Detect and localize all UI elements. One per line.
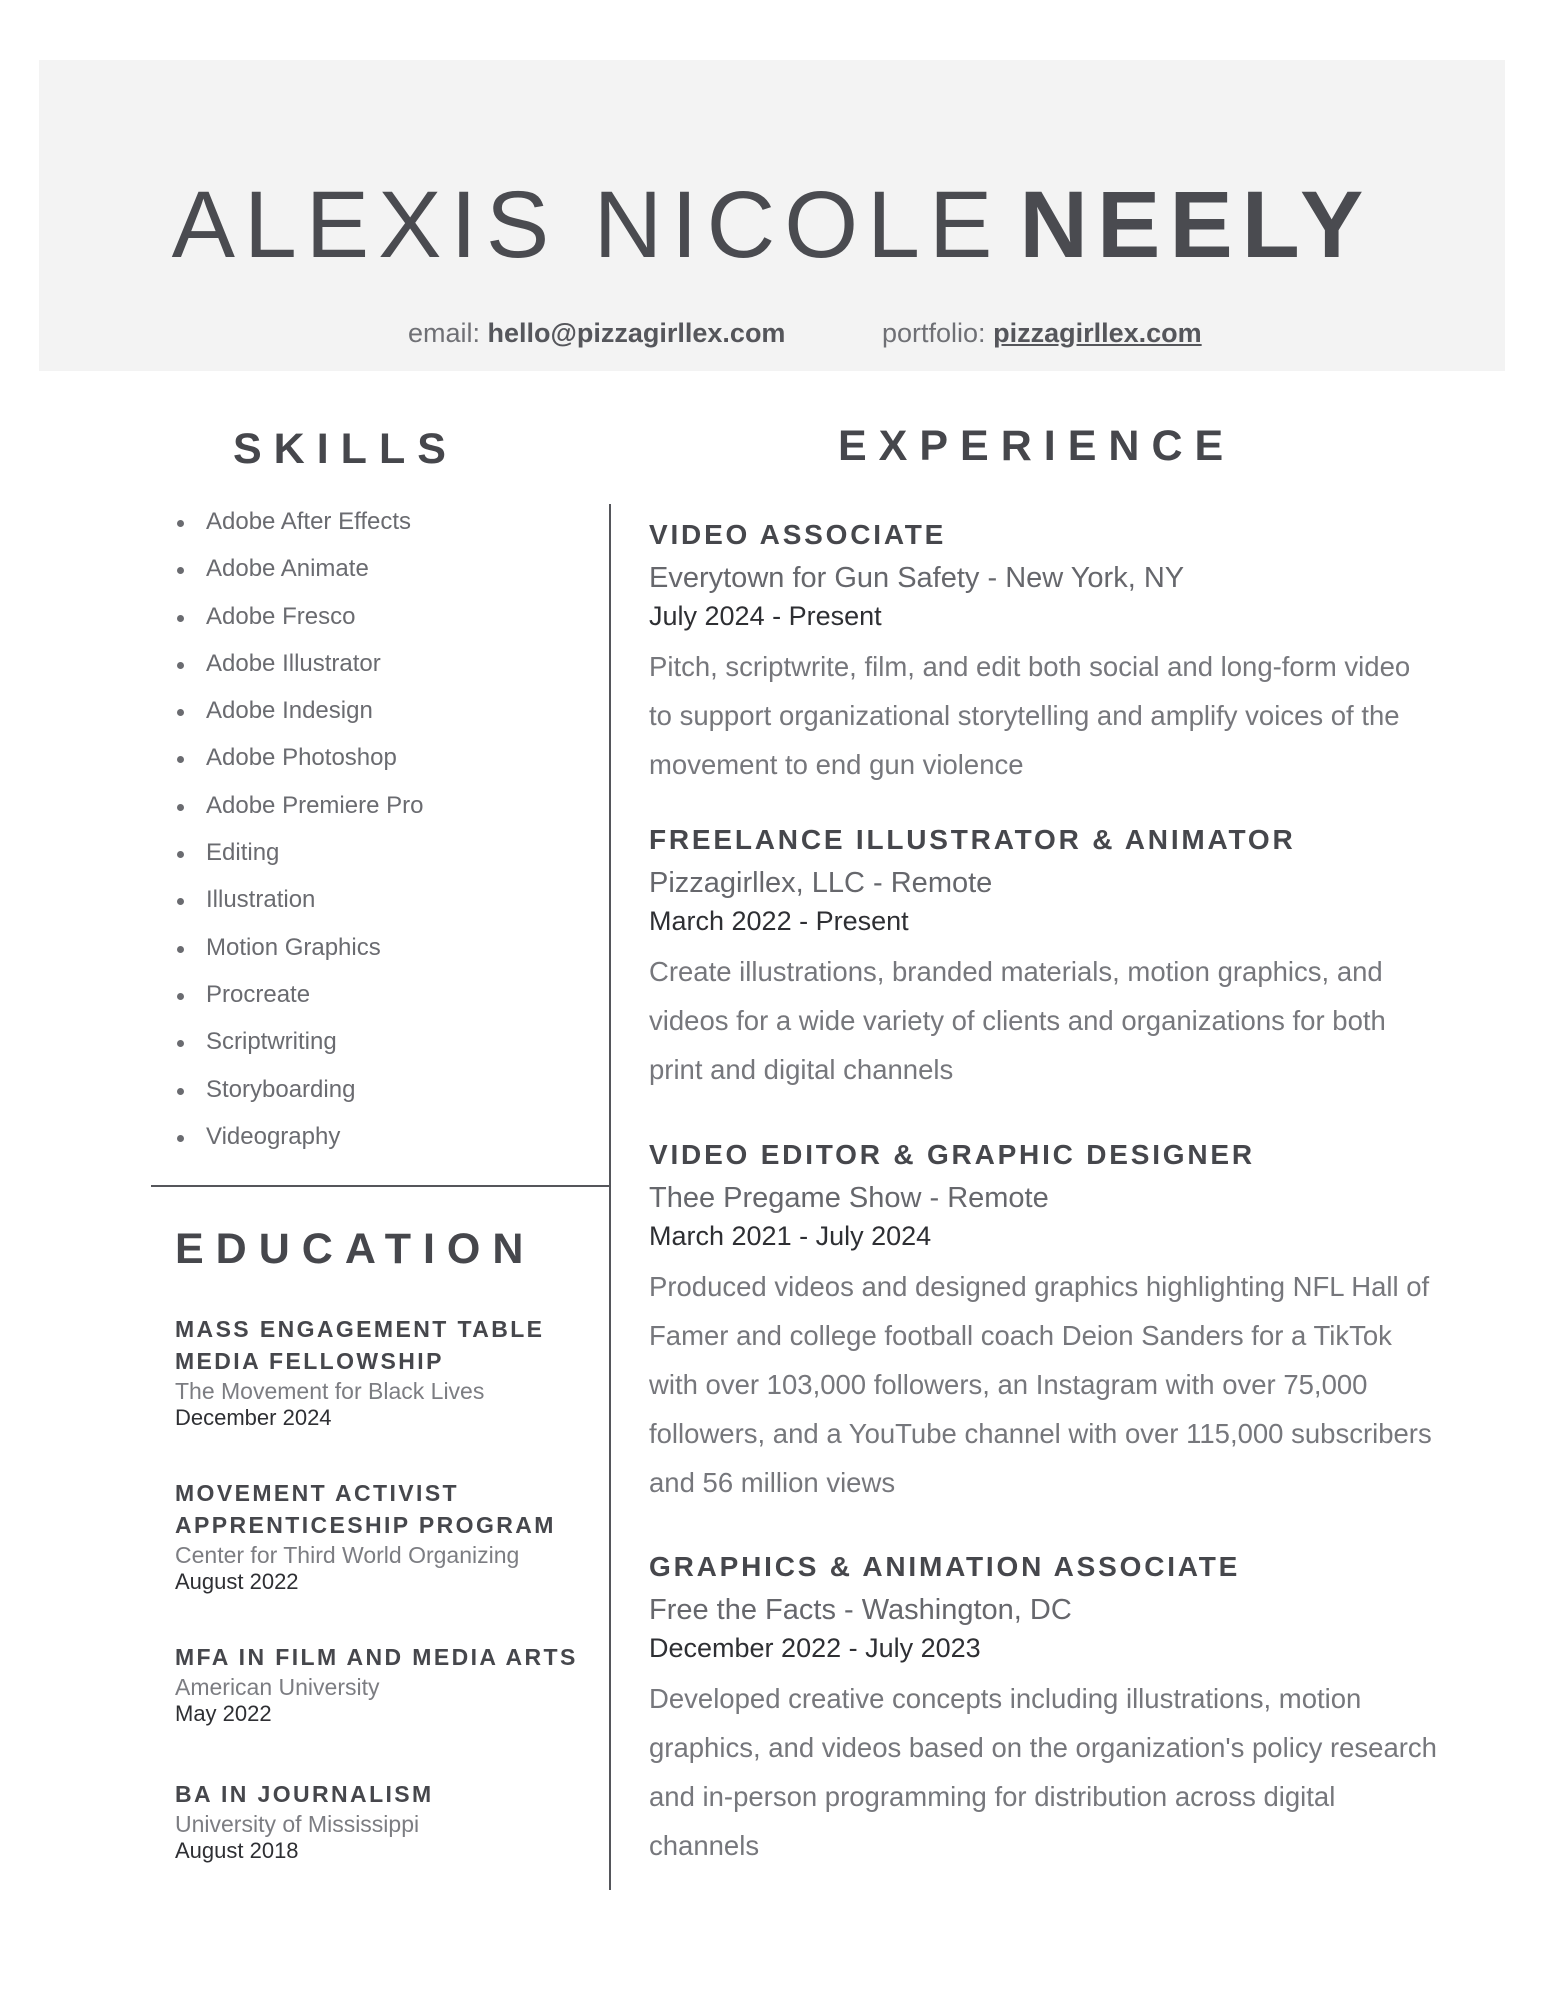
job-title: VIDEO EDITOR & GRAPHIC DESIGNER <box>649 1139 1255 1170</box>
education-date: May 2022 <box>175 1701 272 1726</box>
education-school: Center for Third World Organizing <box>175 1542 520 1568</box>
job-title: VIDEO ASSOCIATE <box>649 519 947 550</box>
skills-heading: SKILLS <box>233 425 458 473</box>
job-title: GRAPHICS & ANIMATION ASSOCIATE <box>649 1551 1241 1582</box>
job-dates: March 2021 - July 2024 <box>649 1221 932 1251</box>
header-banner <box>39 60 1505 371</box>
job-organization: Thee Pregame Show - Remote <box>649 1182 1049 1214</box>
education-date: December 2024 <box>175 1405 332 1430</box>
email-address[interactable]: hello@pizzagirllex.com <box>487 318 786 348</box>
skill-item: Scriptwriting <box>175 1022 423 1069</box>
job-description: Developed creative concepts including illustrations, motion graphics, and videos based on the organization's policy research and in-person programming for distribution across digital channels <box>649 1683 1437 1861</box>
job-dates: March 2022 - Present <box>649 906 909 936</box>
job-description: Pitch, scriptwrite, film, and edit both social and long-form video to support organizational storytelling and amplify voices of the movement to end gun violence <box>649 651 1411 780</box>
skill-item: Adobe After Effects <box>175 502 423 549</box>
experience-heading: EXPERIENCE <box>838 422 1236 470</box>
skill-item: Adobe Illustrator <box>175 644 423 691</box>
job-organization: Everytown for Gun Safety - New York, NY <box>649 562 1185 594</box>
skills-education-divider <box>151 1185 611 1187</box>
experience-entry <box>649 1549 1439 1870</box>
skill-item: Procreate <box>175 975 423 1022</box>
education-degree: BA IN JOURNALISM <box>175 1781 434 1807</box>
skill-item: Adobe Premiere Pro <box>175 786 423 833</box>
portfolio-link[interactable]: pizzagirllex.com <box>993 318 1202 348</box>
experience-entry <box>649 517 1439 789</box>
education-date: August 2022 <box>175 1569 299 1594</box>
education-entry <box>175 1313 605 1430</box>
experience-entry <box>649 822 1439 1094</box>
job-title: FREELANCE ILLUSTRATOR & ANIMATOR <box>649 824 1296 855</box>
skill-item: Adobe Photoshop <box>175 738 423 785</box>
experience-entry <box>649 1137 1439 1507</box>
name-last: NEELY <box>1019 172 1373 278</box>
portfolio-label: portfolio: <box>882 318 986 348</box>
education-heading: EDUCATION <box>175 1225 536 1273</box>
job-dates: July 2024 - Present <box>649 601 882 631</box>
education-date: August 2018 <box>175 1838 299 1863</box>
name-first: ALEXIS NICOLE <box>171 172 1002 278</box>
education-degree: MASS ENGAGEMENT TABLE MEDIA FELLOWSHIP <box>175 1316 545 1374</box>
skill-item: Editing <box>175 833 423 880</box>
job-description: Create illustrations, branded materials, motion graphics, and videos for a wide variety of clients and organizations for both print and digital channels <box>649 956 1386 1085</box>
skills-list <box>175 502 423 1164</box>
email-line <box>408 318 785 349</box>
job-organization: Free the Facts - Washington, DC <box>649 1594 1072 1626</box>
skill-item: Videography <box>175 1117 423 1164</box>
education-degree: MOVEMENT ACTIVIST APPRENTICESHIP PROGRAM <box>175 1480 556 1538</box>
education-entry <box>175 1477 605 1594</box>
education-school: University of Mississippi <box>175 1811 420 1837</box>
column-divider <box>609 504 611 1890</box>
person-name <box>39 172 1505 278</box>
education-entry <box>175 1641 605 1726</box>
skill-item: Adobe Indesign <box>175 691 423 738</box>
job-dates: December 2022 - July 2023 <box>649 1633 981 1663</box>
education-entry <box>175 1778 605 1863</box>
education-school: American University <box>175 1674 380 1700</box>
skill-item: Motion Graphics <box>175 928 423 975</box>
email-label: email: <box>408 318 481 348</box>
job-description: Produced videos and designed graphics highlighting NFL Hall of Famer and college football coach Deion Sanders for a TikTok with over 103,000 followers, an Instagram with over 75,000 followers, and a YouTube channel with over 115,000 subscribers and 56 million views <box>649 1271 1432 1498</box>
education-degree: MFA IN FILM AND MEDIA ARTS <box>175 1644 578 1670</box>
skill-item: Adobe Fresco <box>175 597 423 644</box>
education-school: The Movement for Black Lives <box>175 1378 485 1404</box>
portfolio-line <box>882 318 1202 349</box>
skill-item: Storyboarding <box>175 1070 423 1117</box>
skill-item: Illustration <box>175 880 423 927</box>
skill-item: Adobe Animate <box>175 549 423 596</box>
job-organization: Pizzagirllex, LLC - Remote <box>649 867 993 899</box>
